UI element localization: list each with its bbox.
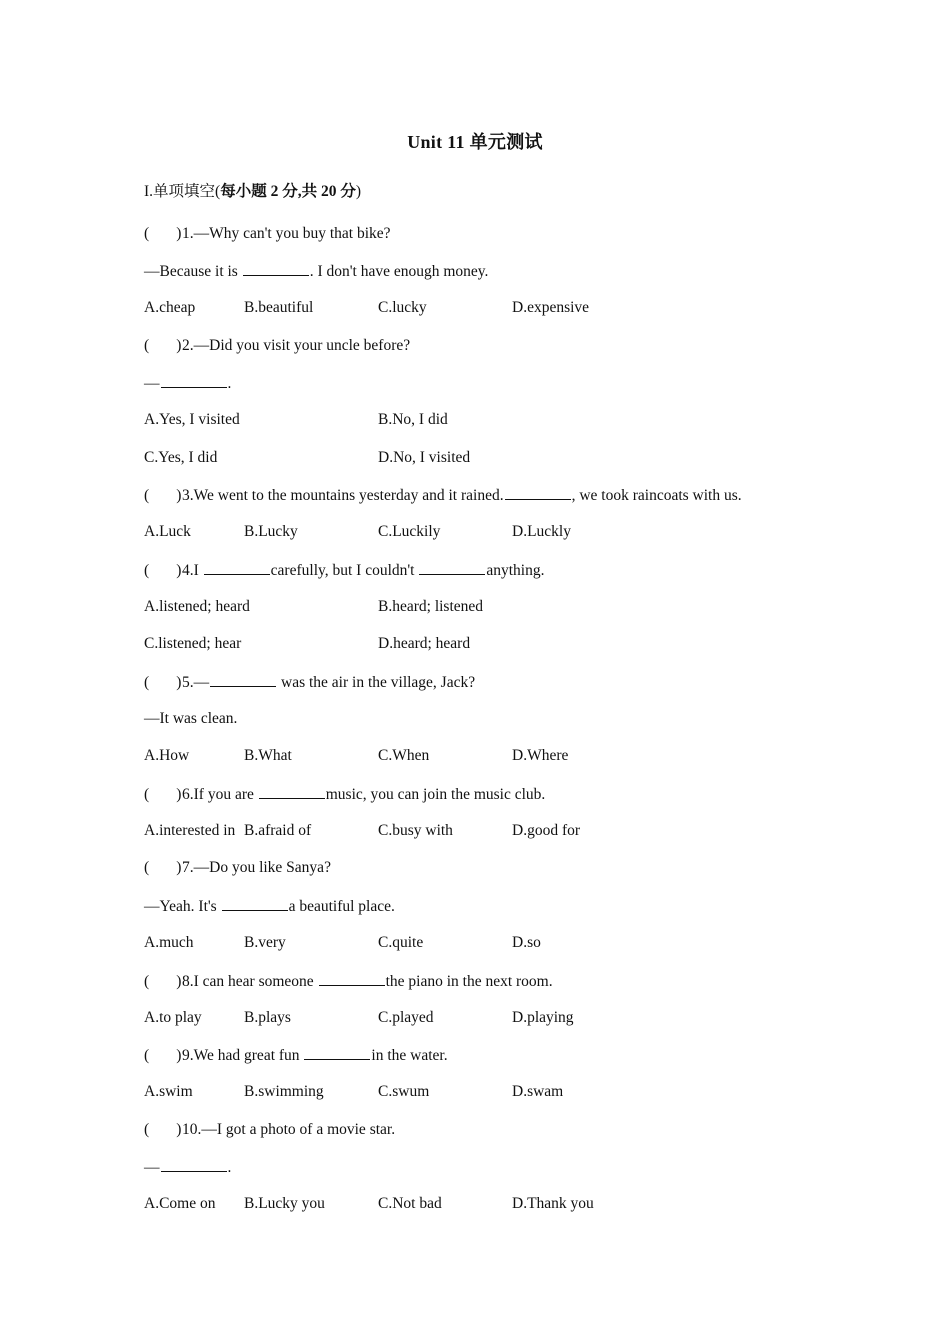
question-7-answer-line: —Yeah. It's a beautiful place. [144, 898, 395, 915]
option-a[interactable]: A.cheap [144, 299, 196, 316]
option-b[interactable]: B.very [244, 934, 286, 951]
question-1: ( )1.—Why can't you buy that bike? [144, 225, 391, 242]
option-d[interactable]: D.playing [512, 1009, 574, 1026]
option-b[interactable]: B.Lucky you [244, 1195, 325, 1212]
answer-blank[interactable] [505, 485, 571, 500]
option-a[interactable]: A.swim [144, 1083, 193, 1100]
question-7: ( )7.—Do you like Sanya? [144, 859, 331, 876]
question-6: ( )6.If you are music, you can join the music club. [144, 786, 546, 803]
question-1-answer-line: —Because it is . I don't have enough money. [144, 263, 489, 280]
answer-blank[interactable] [161, 373, 227, 388]
question-3: ( )3.We went to the mountains yesterday and it rained. , we took raincoats with us. [144, 487, 742, 504]
option-c[interactable]: C.When [378, 747, 430, 764]
option-d[interactable]: D.so [512, 934, 541, 951]
question-8: ( )8.I can hear someone the piano in the next room. [144, 973, 553, 990]
section-heading: I.单项填空(每小题 2 分,共 20 分) [144, 183, 362, 200]
answer-blank[interactable] [210, 672, 276, 687]
option-b[interactable]: B.heard; listened [378, 598, 484, 615]
option-b[interactable]: B.beautiful [244, 299, 314, 316]
option-c[interactable]: C.played [378, 1009, 434, 1026]
option-b[interactable]: B.plays [244, 1009, 291, 1026]
option-b[interactable]: B.What [244, 747, 292, 764]
answer-blank[interactable] [161, 1157, 227, 1172]
answer-blank[interactable] [243, 261, 309, 276]
answer-blank[interactable] [222, 896, 288, 911]
question-2-answer-line: — . [144, 375, 232, 392]
option-c[interactable]: C.Yes, I did [144, 449, 218, 466]
option-a[interactable]: A.Luck [144, 523, 191, 540]
answer-blank[interactable] [419, 560, 485, 575]
option-a[interactable]: A.interested in [144, 822, 236, 839]
page-title: Unit 11 单元测试 [407, 132, 543, 152]
answer-blank[interactable] [259, 784, 325, 799]
option-d[interactable]: D.Luckly [512, 523, 571, 540]
option-d[interactable]: D.good for [512, 822, 581, 839]
option-c[interactable]: C.swum [378, 1083, 430, 1100]
option-c[interactable]: C.Not bad [378, 1195, 442, 1212]
answer-blank[interactable] [304, 1045, 370, 1060]
option-b[interactable]: B.Lucky [244, 523, 298, 540]
option-d[interactable]: D.swam [512, 1083, 564, 1100]
option-b[interactable]: B.swimming [244, 1083, 324, 1100]
option-a[interactable]: A.How [144, 747, 190, 764]
option-a[interactable]: A.Yes, I visited [144, 411, 240, 428]
option-b[interactable]: B.No, I did [378, 411, 448, 428]
option-a[interactable]: A.to play [144, 1009, 202, 1026]
answer-blank[interactable] [319, 971, 385, 986]
option-c[interactable]: C.quite [378, 934, 424, 951]
option-c[interactable]: C.Luckily [378, 523, 441, 540]
option-a[interactable]: A.Come on [144, 1195, 216, 1212]
question-10-answer-line: — . [144, 1159, 232, 1176]
answer-blank[interactable] [204, 560, 270, 575]
option-c[interactable]: C.lucky [378, 299, 427, 316]
question-9: ( )9.We had great fun in the water. [144, 1047, 448, 1064]
question-5: ( )5.— was the air in the village, Jack? [144, 674, 476, 691]
option-c[interactable]: C.listened; hear [144, 635, 242, 652]
question-10: ( )10.—I got a photo of a movie star. [144, 1121, 396, 1138]
question-2: ( )2.—Did you visit your uncle before? [144, 337, 411, 354]
option-c[interactable]: C.busy with [378, 822, 453, 839]
question-5-answer-line: —It was clean. [144, 710, 238, 727]
option-d[interactable]: D.No, I visited [378, 449, 471, 466]
option-b[interactable]: B.afraid of [244, 822, 312, 839]
option-d[interactable]: D.heard; heard [378, 635, 471, 652]
option-a[interactable]: A.much [144, 934, 194, 951]
option-d[interactable]: D.expensive [512, 299, 590, 316]
option-a[interactable]: A.listened; heard [144, 598, 250, 615]
question-4: ( )4.I carefully, but I couldn't anything. [144, 562, 545, 579]
option-d[interactable]: D.Thank you [512, 1195, 594, 1212]
option-d[interactable]: D.Where [512, 747, 569, 764]
